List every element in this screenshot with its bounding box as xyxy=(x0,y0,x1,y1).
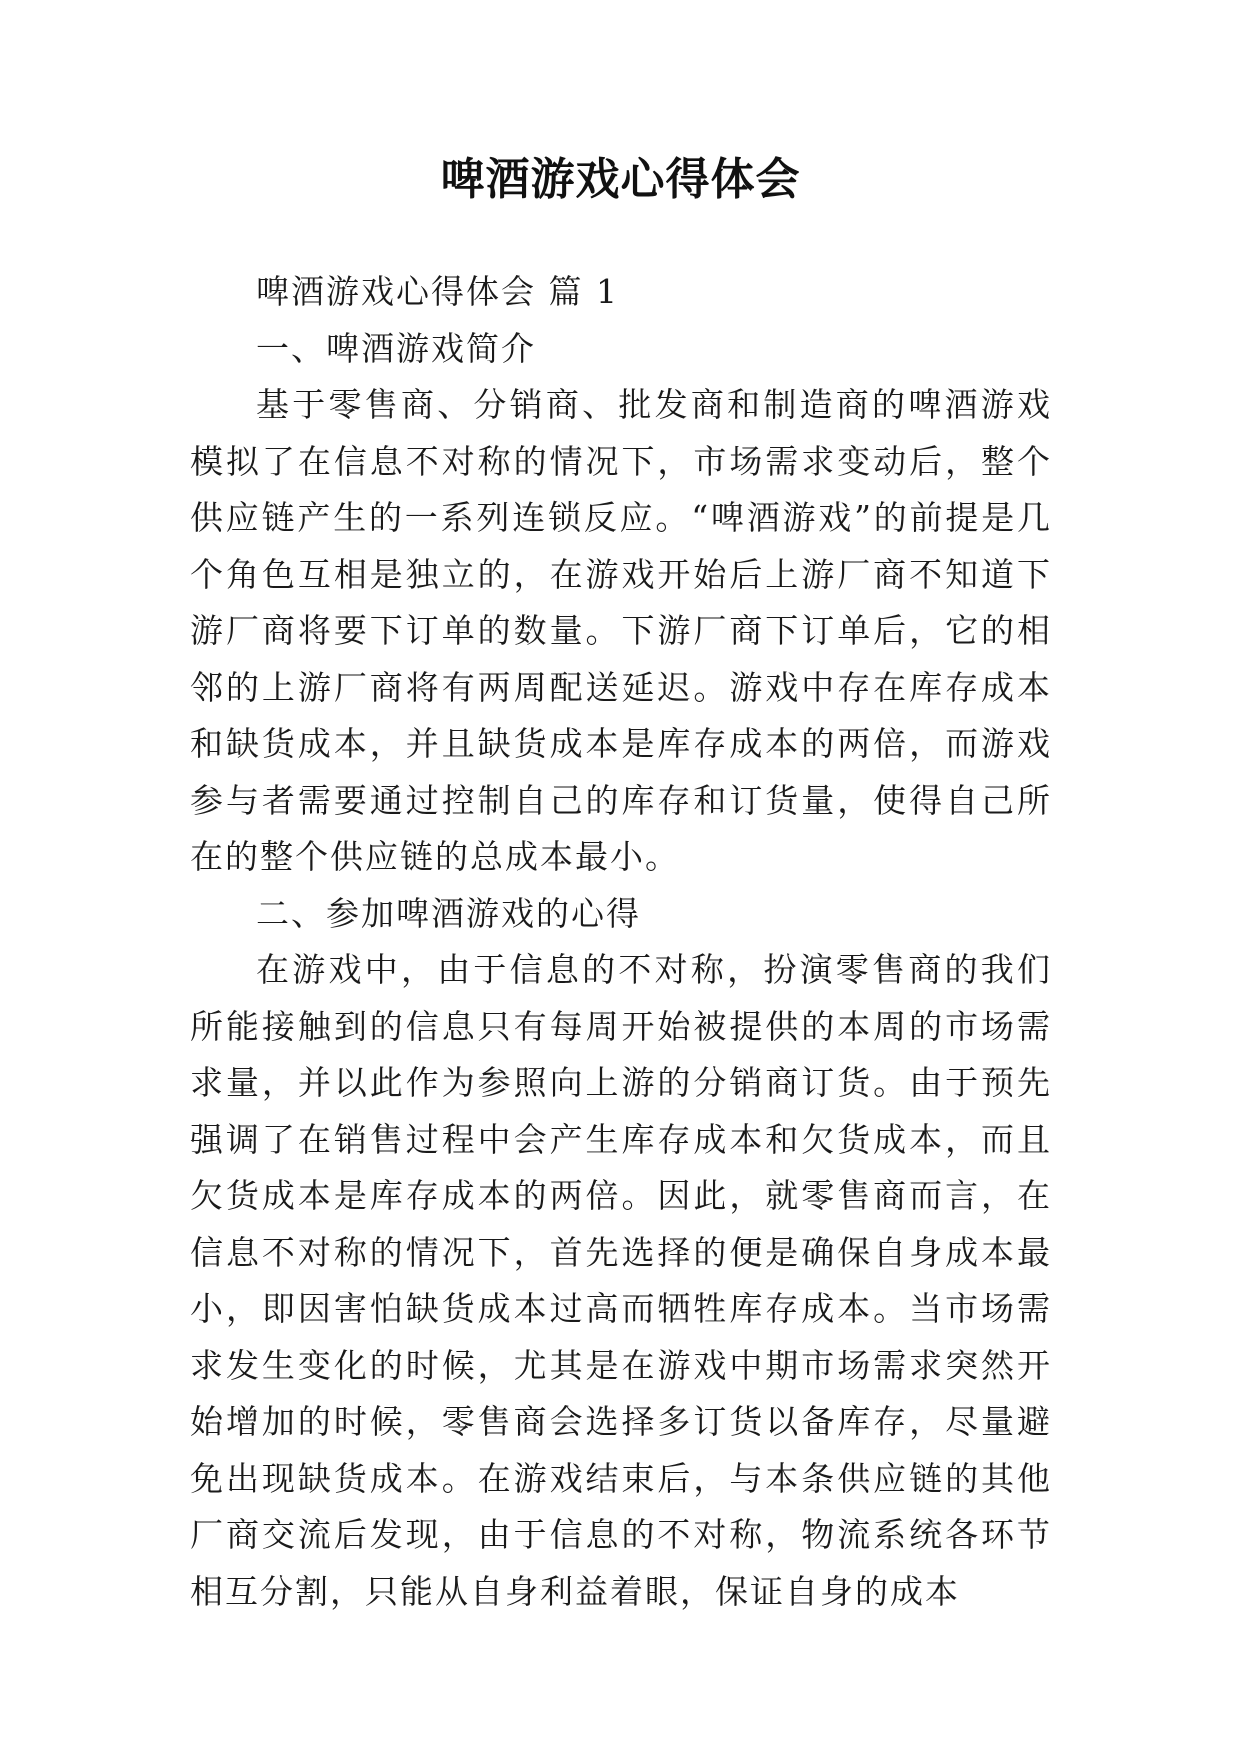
document-body xyxy=(190,264,1052,1620)
heading-intro: 一、啤酒游戏简介 xyxy=(256,328,536,368)
section-label: 啤酒游戏心得体会 篇 1 xyxy=(256,272,619,311)
paragraph-experience: 在游戏中，由于信息的不对称，扮演零售商的我们所能接触到的信息只有每周开始被提供的本周的市场需求量，并以此作为参照向上游的分销商订货。由于预先强调了在销售过程中会产生库存成本和欠货成本，而且欠货成本是库存成本的两倍。因此，就零售商而言，在信息不对称的情况下，首先选择的便是确保自身成本最小，即因害怕缺货成本过高而牺牲库存成本。当市场需求发生变化的时候，尤其是在游戏中期市场需求突然开始增加的时候，零售商会选择多订货以备库存，尽量避免出现缺货成本。在游戏结束后，与本条供应链的其他厂商交流后发现，由于信息的不对称，物流系统各环节相互分割，只能从自身利益着眼，保证自身的成本 xyxy=(190,950,1052,1611)
heading-experience: 二、参加啤酒游戏的心得 xyxy=(256,893,641,933)
paragraph-intro: 基于零售商、分销商、批发商和制造商的啤酒游戏模拟了在信息不对称的情况下，市场需求变动后，整个供应链产生的一系列连锁反应。“啤酒游戏”的前提是几个角色互相是独立的，在游戏开始后上游厂商不知道下游厂商将要下订单的数量。下游厂商下订单后，它的相邻的上游厂商将有两周配送延迟。游戏中存在库存成本和缺货成本，并且缺货成本是库存成本的两倍，而游戏参与者需要通过控制自己的库存和订货量，使得自己所在的整个供应链的总成本最小。 xyxy=(190,385,1052,876)
document-title: 啤酒游戏心得体会 xyxy=(440,154,801,205)
